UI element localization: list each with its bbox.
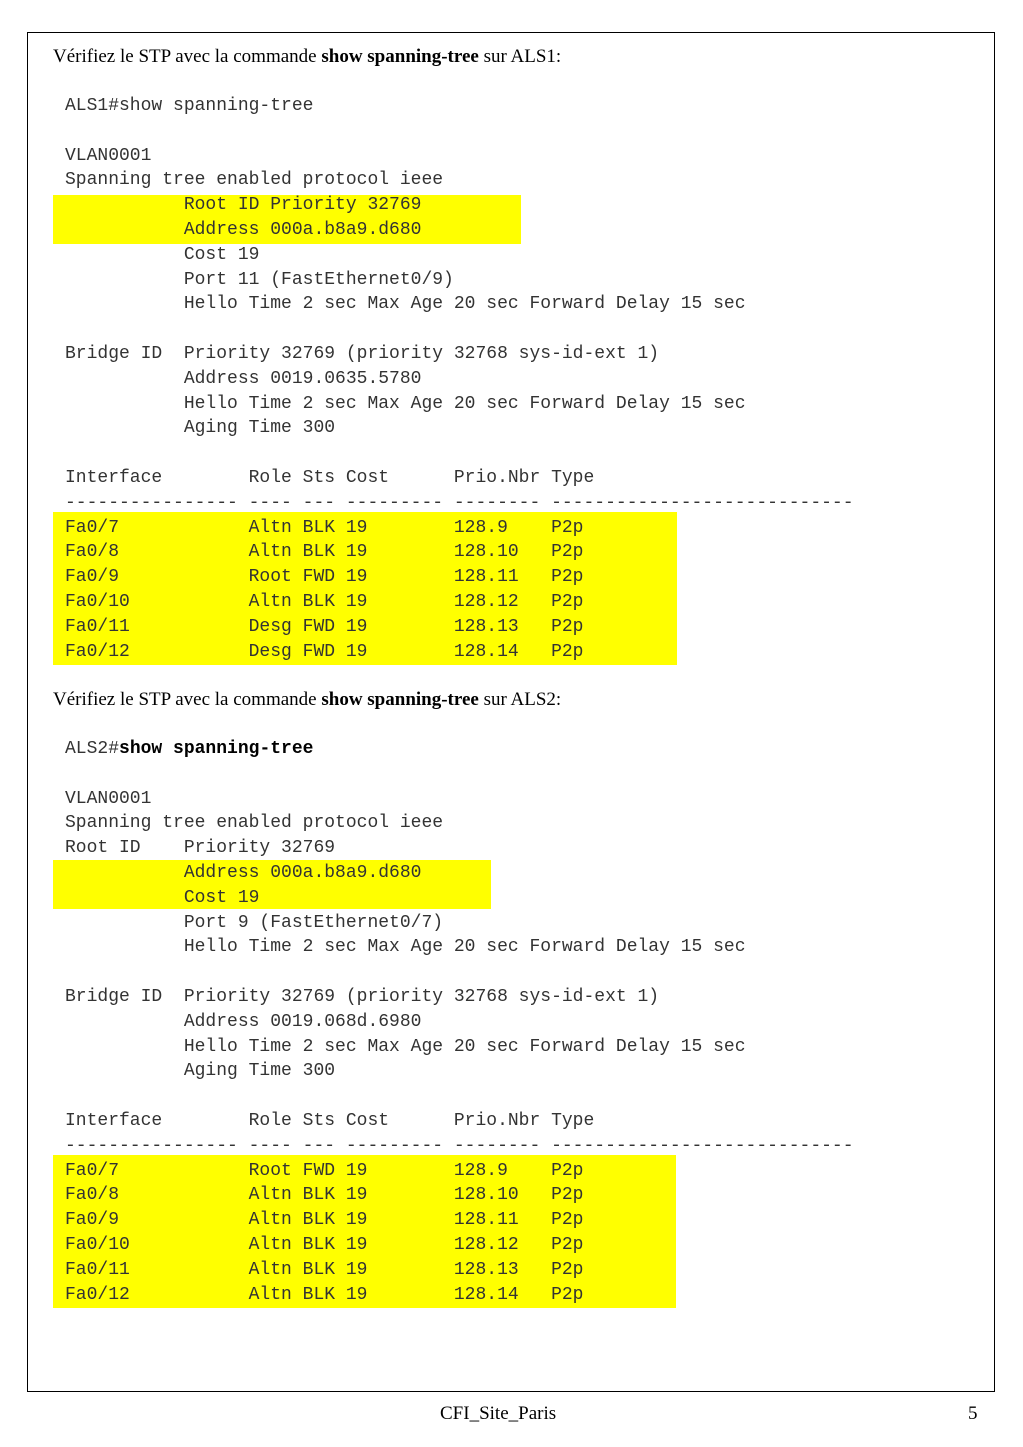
als2-prompt-command: show spanning-tree	[119, 739, 314, 759]
cli-line: Cost 19	[65, 887, 260, 908]
cli-line: Address 000a.b8a9.d680	[65, 219, 422, 240]
table-divider: ---------------- ---- --- --------- -------- ----------------------------	[65, 1135, 854, 1156]
als2-intro: Vérifiez le STP avec la commande show spanning-tree sur ALS2:	[53, 689, 562, 710]
table-divider: ---------------- ---- --- --------- -------- ----------------------------	[65, 492, 854, 513]
cli-line: Address 000a.b8a9.d680	[65, 862, 422, 883]
als2-intro-command: show spanning-tree	[321, 689, 479, 710]
cli-line	[65, 762, 854, 787]
table-row: Fa0/7 Root FWD 19 128.9 P2p	[65, 1160, 584, 1181]
cli-line: Address 0019.068d.6980	[65, 1011, 422, 1032]
cli-line: Hello Time 2 sec Max Age 20 sec Forward Delay 15 sec	[65, 937, 746, 958]
cli-line: Aging Time 300	[65, 1061, 336, 1082]
als2-cli-output	[65, 737, 854, 1307]
table-row: Fa0/12 Desg FWD 19 128.14 P2p	[65, 641, 584, 662]
table-row: Fa0/8 Altn BLK 19 128.10 P2p	[65, 1185, 584, 1206]
table-row: Fa0/7 Altn BLK 19 128.9 P2p	[65, 517, 584, 538]
table-row: Fa0/11 Altn BLK 19 128.13 P2p	[65, 1259, 584, 1280]
cli-line: Aging Time 300	[65, 418, 336, 439]
table-row: Fa0/10 Altn BLK 19 128.12 P2p	[65, 591, 584, 612]
table-row: Fa0/10 Altn BLK 19 128.12 P2p	[65, 1234, 584, 1255]
cli-line: Spanning tree enabled protocol ieee	[65, 813, 444, 834]
als1-intro-command: show spanning-tree	[321, 46, 479, 67]
als1-cli-output	[65, 94, 854, 664]
cli-line: Cost 19	[65, 244, 260, 265]
footer-page-number: 5	[968, 1403, 978, 1424]
table-row: Fa0/12 Altn BLK 19 128.14 P2p	[65, 1284, 584, 1305]
table-header: Interface Role Sts Cost Prio.Nbr Type	[65, 467, 595, 488]
cli-line: Root ID Priority 32769	[65, 838, 336, 859]
cli-line: VLAN0001	[65, 788, 152, 809]
table-row: Fa0/11 Desg FWD 19 128.13 P2p	[65, 616, 584, 637]
als1-intro: Vérifiez le STP avec la commande show spanning-tree sur ALS1:	[53, 46, 562, 67]
cli-line	[65, 960, 854, 985]
cli-line: Bridge ID Priority 32769 (priority 32768 sys-id-ext 1)	[65, 343, 660, 364]
cli-line: Spanning tree enabled protocol ieee	[65, 170, 444, 191]
cli-line: Address 0019.0635.5780	[65, 368, 422, 389]
cli-line	[65, 119, 854, 144]
cli-line: Port 11 (FastEthernet0/9)	[65, 269, 454, 290]
cli-line: Hello Time 2 sec Max Age 20 sec Forward Delay 15 sec	[65, 294, 746, 315]
table-row: Fa0/9 Altn BLK 19 128.11 P2p	[65, 1210, 584, 1231]
cli-line: Port 9 (FastEthernet0/7)	[65, 912, 444, 933]
cli-line: VLAN0001	[65, 145, 152, 166]
cli-line: Bridge ID Priority 32769 (priority 32768 sys-id-ext 1)	[65, 986, 660, 1007]
cli-line	[65, 317, 854, 342]
cli-line: Hello Time 2 sec Max Age 20 sec Forward Delay 15 sec	[65, 1036, 746, 1057]
cli-line: ALS1#show spanning-tree	[65, 96, 314, 116]
cli-line	[65, 1084, 854, 1109]
cli-line	[65, 441, 854, 466]
table-header: Interface Role Sts Cost Prio.Nbr Type	[65, 1110, 595, 1131]
cli-line: Root ID Priority 32769	[65, 195, 422, 216]
table-row: Fa0/9 Root FWD 19 128.11 P2p	[65, 567, 584, 588]
cli-prompt-line: ALS2#show spanning-tree	[65, 739, 314, 759]
footer-site: CFI_Site_Paris	[440, 1403, 557, 1424]
table-row: Fa0/8 Altn BLK 19 128.10 P2p	[65, 542, 584, 563]
cli-line: Hello Time 2 sec Max Age 20 sec Forward Delay 15 sec	[65, 393, 746, 414]
